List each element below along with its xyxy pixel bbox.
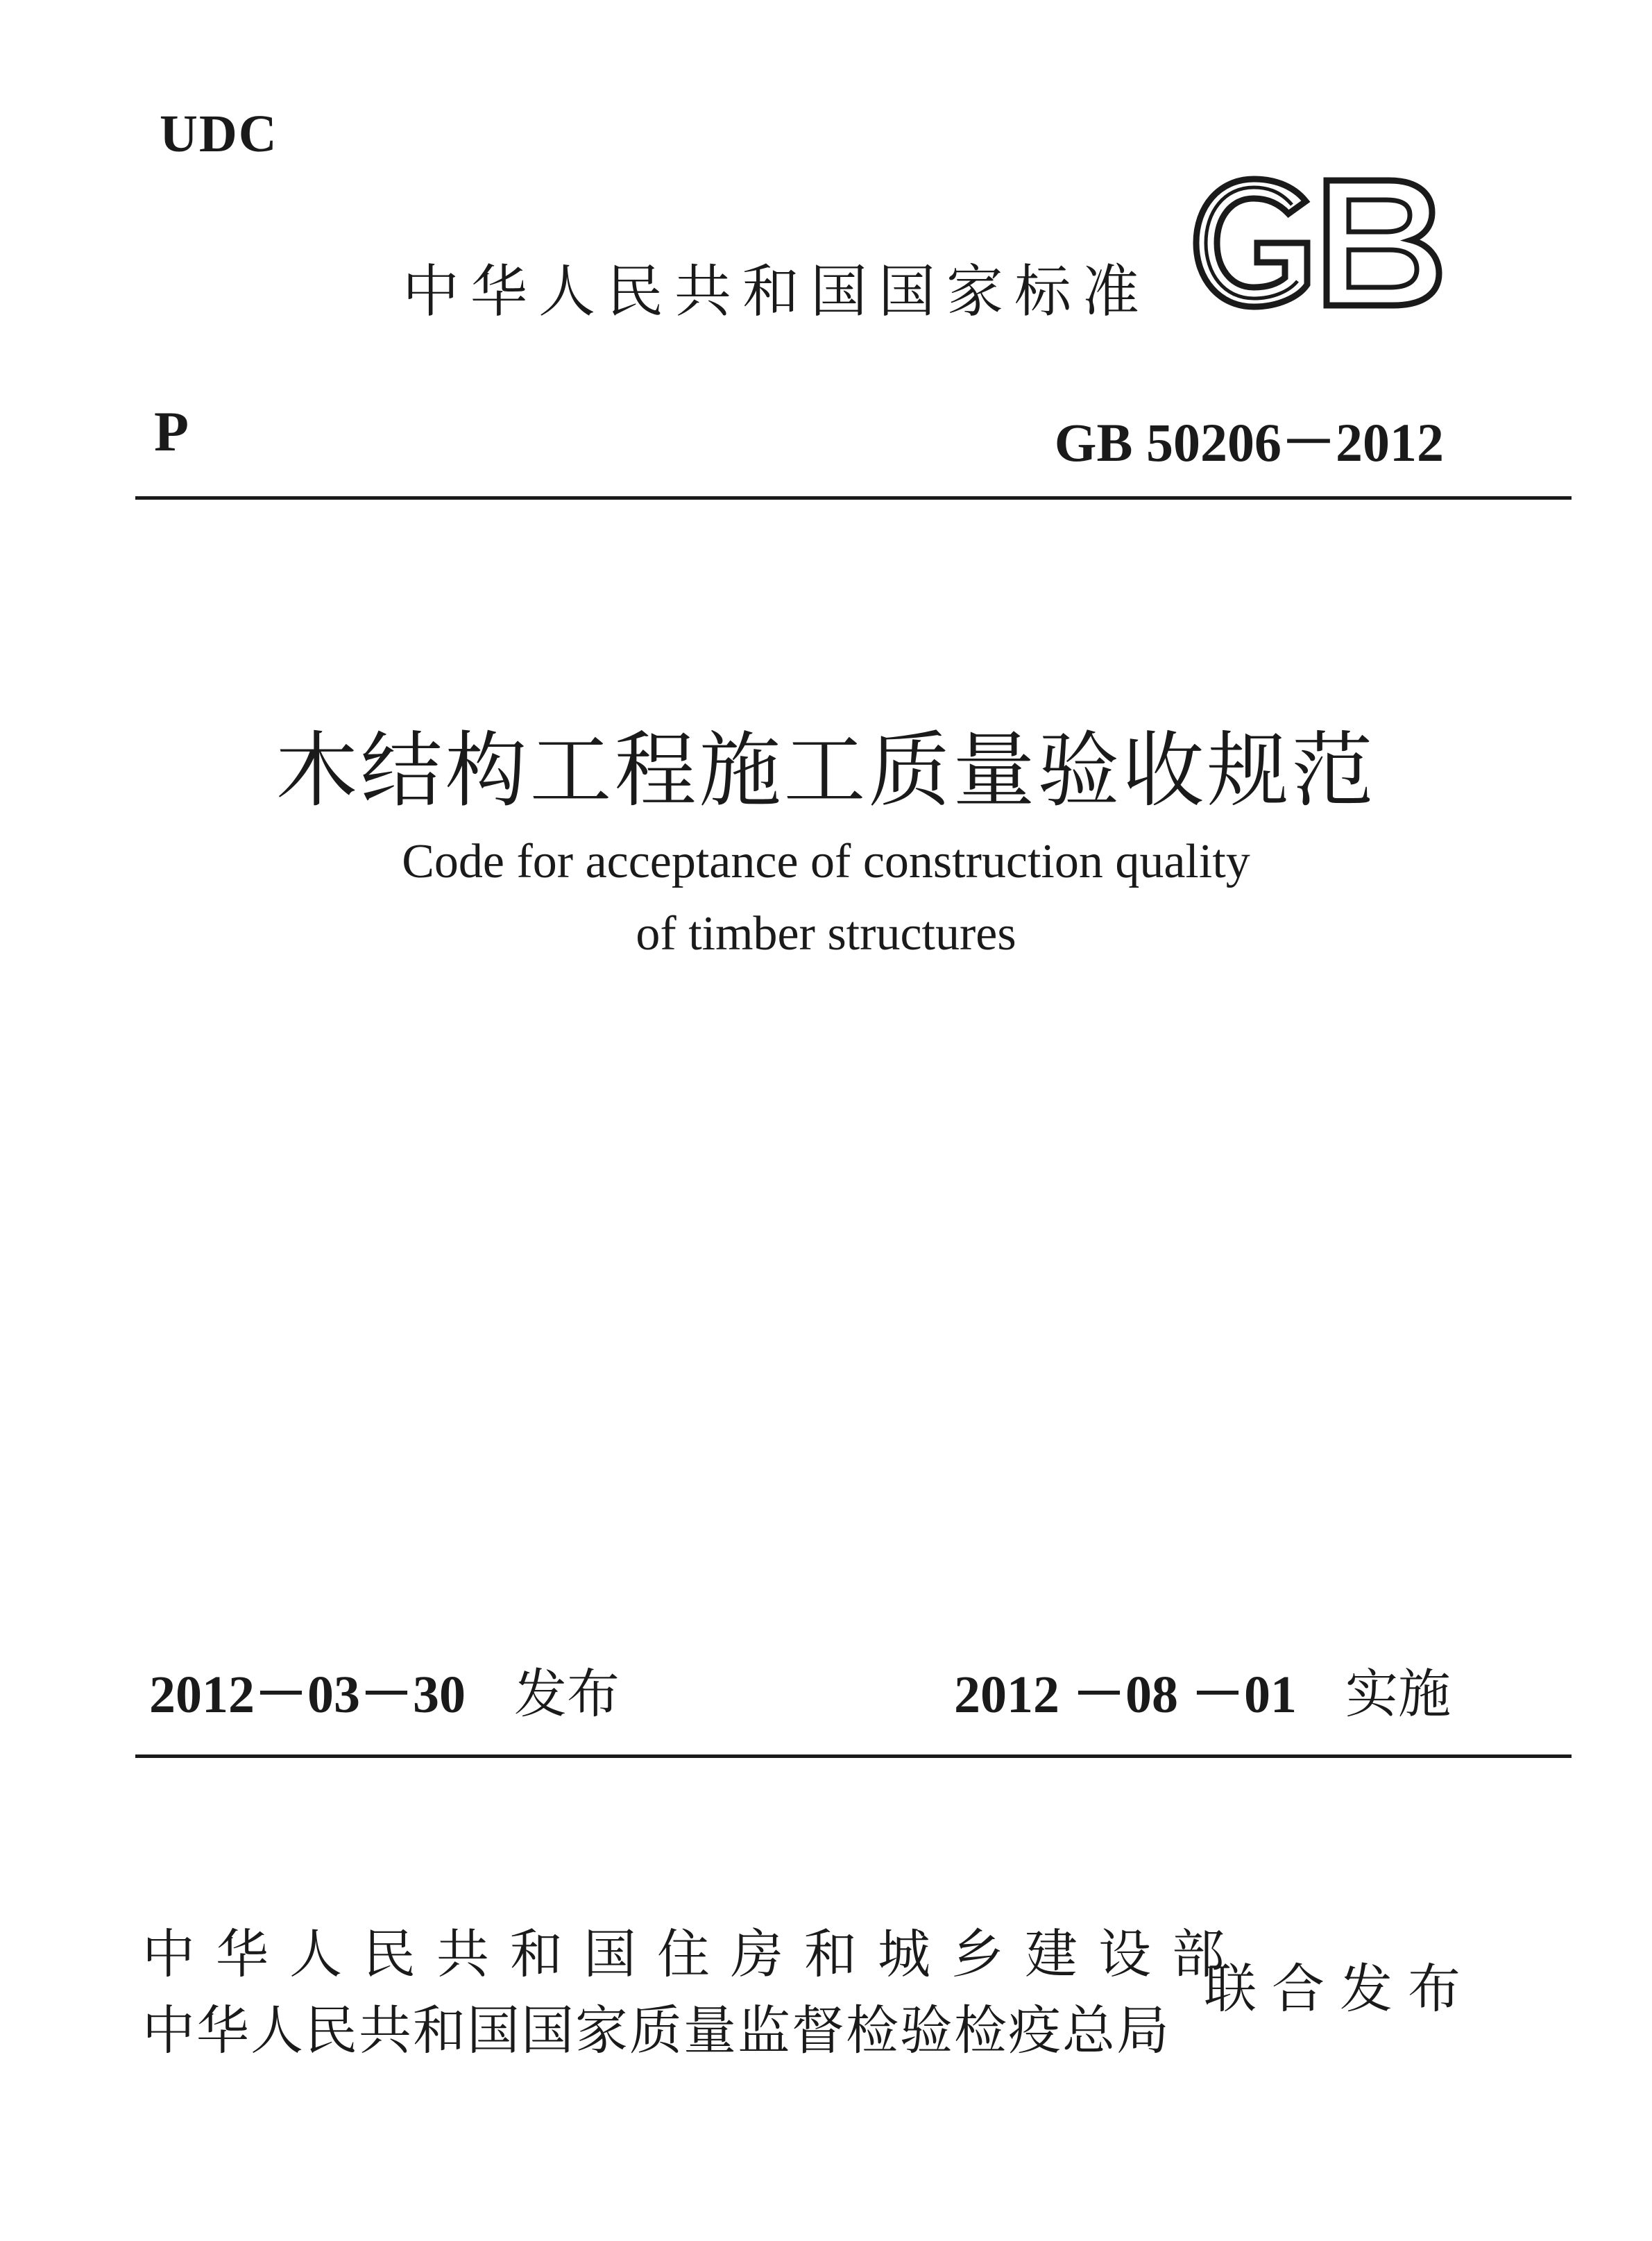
joint-publish-label: 联合发布 (1204, 1958, 1476, 2020)
title-english-line1: Code for acceptance of construction quality (402, 835, 1250, 888)
bottom-divider (135, 1754, 1572, 1758)
publisher-line1: 中华人民共和国住房和城乡建设部 (142, 1923, 1245, 1985)
issue-date: 2012－03－30 (149, 1666, 466, 1724)
effective-label: 实施 (1345, 1663, 1451, 1725)
national-standard-heading: 中华人民共和国国家标准 (402, 259, 1151, 325)
standard-number: GB 50206－2012 (1054, 412, 1444, 473)
issue-label: 发布 (514, 1663, 620, 1725)
publisher-line2: 中华人民共和国国家质量监督检验检疫总局 (142, 1999, 1170, 2061)
effective-date: 2012 －08 －01 (954, 1666, 1297, 1724)
title-english-line2: of timber structures (636, 907, 1016, 961)
title-chinese: 木结构工程施工质量验收规范 (275, 722, 1377, 818)
top-divider (135, 496, 1572, 500)
classification-code: P (154, 400, 189, 463)
effective-date-block (954, 1652, 1451, 1727)
issue-date-block (149, 1652, 620, 1727)
gb-logo (1188, 174, 1445, 312)
title-english (0, 826, 1652, 970)
udc-label: UDC (160, 105, 278, 163)
